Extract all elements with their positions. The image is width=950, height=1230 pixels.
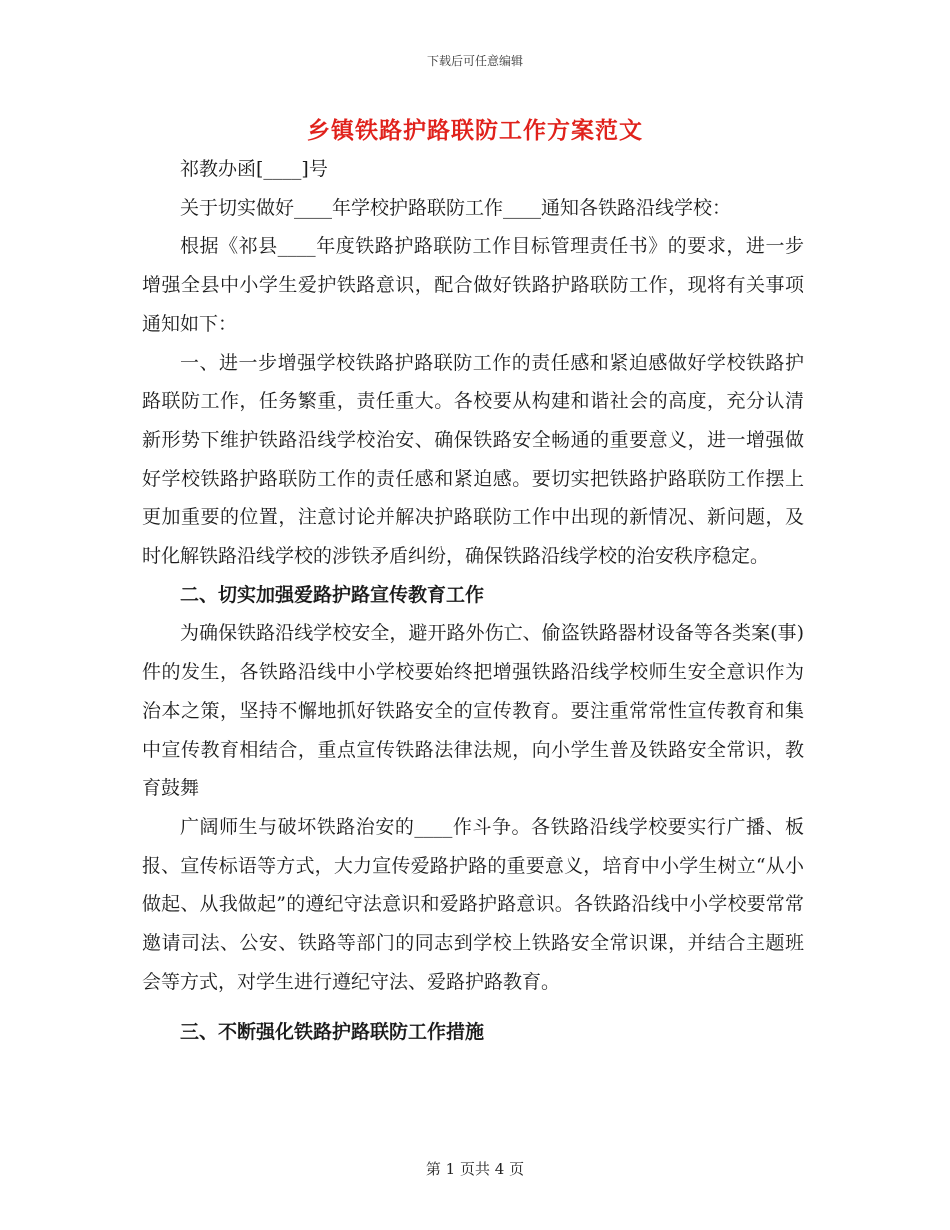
- paragraph-section-2-cont: 广阔师生与破坏铁路治安的____作斗争。各铁路沿线学校要实行广播、板报、宣传标语等方式，大力宣传爱路护路的重要意义，培育中小学生树立“从小做起、从我做起”的遵纪守法意识和爱路护路意识。各铁路沿线中小学校要常常邀请司法、公安、铁路等部门的同志到学校上铁路安全常识课，并结合主题班会等方式，对学生进行遵纪守法、爱路护路教育。: [142, 815, 804, 993]
- section-3-heading: 三、不断强化铁路护路联防工作措施: [180, 1021, 485, 1044]
- section-2-heading: 二、切实加强爱路护路宣传教育工作: [180, 583, 485, 606]
- document-number: 祁教办函[____]号: [180, 158, 328, 180]
- document-title: 乡镇铁路护路联防工作方案范文: [307, 117, 643, 144]
- header-note: 下载后可任意编辑: [426, 54, 523, 68]
- paragraph-intro: 根据《祁县____年度铁路护路联防工作目标管理责任书》的要求，进一步增强全县中小学生爱护铁路意识，配合做好铁路护路联防工作，现将有关事项通知如下：: [142, 235, 804, 335]
- notice-subject: 关于切实做好____年学校护路联防工作____通知各铁路沿线学校：: [180, 196, 732, 219]
- document-body: [142, 150, 804, 1052]
- paragraph-section-1: 一、进一步增强学校铁路护路联防工作的责任感和紧迫感做好学校铁路护路联防工作，任务繁重，责任重大。各校要从构建和谐社会的高度，充分认清新形势下维护铁路沿线学校治安、确保铁路安全畅通的重要意义，进一增强做好学校铁路护路联防工作的责任感和紧迫感。要切实把铁路护路联防工作摆上更加重要的位置，注意讨论并解决护路联防工作中出现的新情况、新问题，及时化解铁路沿线学校的涉铁矛盾纠纷，确保铁路沿线学校的治安秩序稳定。: [142, 351, 804, 568]
- page-number: 第 1 页共 4 页: [425, 1160, 525, 1178]
- paragraph-section-2: 为确保铁路沿线学校安全，避开路外伤亡、偷盗铁路器材设备等各类案(事)件的发生，各铁路沿线中小学校要始终把增强铁路沿线学校师生安全意识作为治本之策，坚持不懈地抓好铁路安全的宣传教育。要注重常常性宣传教育和集中宣传教育相结合，重点宣传铁路法律法规，向小学生普及铁路安全常识，教育鼓舞: [142, 622, 804, 800]
